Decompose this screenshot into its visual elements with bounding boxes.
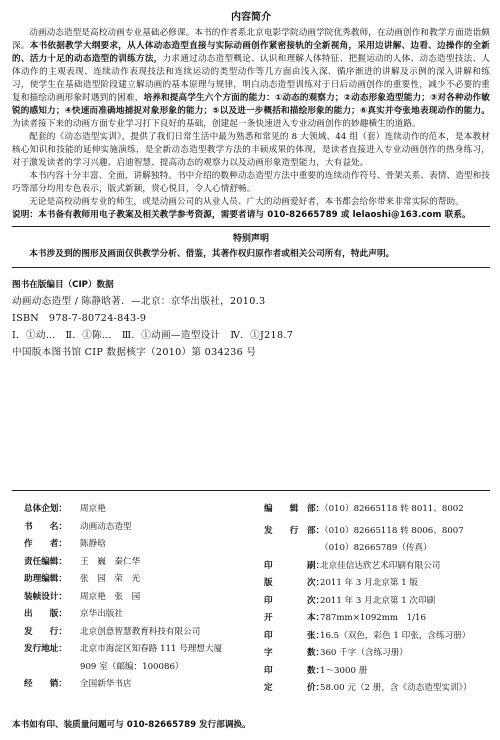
pub-label: 助理编辑： <box>24 574 67 584</box>
pub-row <box>264 502 494 520</box>
pub-label: 装帧设计： <box>24 591 67 602</box>
pub-value: 58.00 元（2 册，含《动态造型实训》） <box>320 683 472 693</box>
pub-value: 王 巍 秦仁华 <box>80 556 141 567</box>
pub-row <box>264 664 494 682</box>
pub-value: 动画动态造型 <box>80 521 132 532</box>
pub-value: 1～3000 册 <box>320 665 368 676</box>
pub-row <box>24 642 244 660</box>
intro-paragraph-2: 配套的《动态造型实训》，提供了我们日常生活中最为熟悉和常见的 8 大领域、44 组（套）连续动作的范本，是本教材核心知识和技能的延伸实施演练，是全新动态造型教学方法的丰硕成果的体现，是读者直接进入专业动画创作的热身练习，对于激发读者的学习兴趣、启迪智慧、提高动态的观察力以及动画形象造型能力，大有益处。 <box>12 132 490 168</box>
intro-p1-bold-b: 培养和提高学生六个方面的能力：①动态的观察力；②动态形象造型能力；③对各种动作敏锐的感知力；④快速而准确地捕捉对象形象的能力；⑤以及进一步概括和描绘形象的能力；⑥真实并夸张地表现动作的能力。 <box>12 93 490 116</box>
pub-row <box>24 555 244 573</box>
pub-value: 2011 年 3 月北京第 1 次印刷 <box>320 595 436 606</box>
intro-contact-note: 说明：本书备有教师用电子教案及相关教学参考资源，需要者请与 010-82665789 或 lelaoshi@163.com 联系。 <box>12 210 471 220</box>
pub-label: 书 名： <box>24 521 67 532</box>
cip-line-isbn: ISBN 978-7-80724-843-9 <box>12 313 147 324</box>
pub-label: 总体企划： <box>24 504 67 514</box>
pub-value: 16.5（双色，彩色 1 印张，含练习册） <box>320 630 471 641</box>
intro-paragraph-3: 本书内容十分丰富、全面，讲解独特。书中介绍的数种动态造型方法中重要的连续动作符号、骨架关系、表情、造型和技巧等部分均用专色表示，版式新颖，赏心悦目，令人心情舒畅。 <box>12 171 490 194</box>
pub-row <box>24 677 244 695</box>
pub-row <box>264 594 494 612</box>
pub-label: 发 行 部： <box>264 525 325 536</box>
pub-label: 印 数： <box>264 665 325 676</box>
intro-p1-text-a: 动画动态造型是高校动画专业基础必修课。本书的作者系北京电影学院动画学院优秀教师，在动画创作和教学方面造诣颇深。 <box>12 28 490 51</box>
intro-p1-text-c: 为读者接下来的动画方面专业学习打下良好的基础，创建起一条快速进入专业动画创作的妙趣横生的道路。 <box>12 119 421 129</box>
cip-line-record: 中国版本图书馆 CIP 数据核字（2010）第 034236 号 <box>12 347 257 358</box>
pub-label: 开 本： <box>264 613 325 623</box>
intro-paragraph-1 <box>12 27 490 131</box>
intro-p1-bold-a: 本书依据教学大纲要求，从人体动态造型直接与实际动画创作紧密接轨的全新视角，采用边讲解、边看、边操作的全新的、活力十足的动态造型的训练方法， <box>12 41 491 64</box>
pub-value: 陈静晗 <box>80 539 106 549</box>
pub-label: 作 者： <box>24 539 67 549</box>
intro-paragraph-4: 无论是高校动画专业的师生，或是动画公司的从业人员、广大的动画爱好者，本书都会给你带来非常实际的帮助。 <box>29 197 464 207</box>
pub-value: （010）82665118 转 8006、8007 <box>320 525 464 536</box>
pub-row <box>264 646 494 664</box>
pub-value: 909 室（邮编：100086） <box>80 661 184 672</box>
pub-value: 北京佳信达欣艺术印刷有限公司 <box>320 560 441 571</box>
pub-label: 字 数： <box>264 648 325 658</box>
pub-value: （010）82665789（传真） <box>320 543 432 553</box>
cip-line-title: 动画动态造型 / 陈静晗著．—北京：京华出版社，2010.3 <box>12 296 266 307</box>
pub-label: 编 辑 部： <box>264 504 325 514</box>
pub-row <box>24 590 244 608</box>
pub-row <box>264 681 494 699</box>
pub-label: 责任编辑： <box>24 556 67 567</box>
pub-row <box>264 541 494 559</box>
pub-value: 京华出版社 <box>80 609 123 619</box>
publication-left-column <box>24 502 244 695</box>
pub-row <box>24 607 244 625</box>
pub-label: 出 版： <box>24 609 67 619</box>
pub-row <box>24 625 244 643</box>
pub-value: 周京艳 张 园 <box>80 591 141 602</box>
divider-top <box>12 226 490 227</box>
pub-row <box>24 520 244 538</box>
notice-text: 本书涉及到的图形及画面仅供教学分析、借鉴，其著作权归原作者或相关公司所有，特此声明。 <box>29 249 395 259</box>
pub-row <box>264 629 494 647</box>
pub-label: 经 销： <box>24 679 67 689</box>
pub-row <box>24 537 244 555</box>
pub-row <box>24 572 244 590</box>
footer-note: 本书如有印、装质量问题可与 010-82665789 发行部调换。 <box>12 720 251 730</box>
divider-middle <box>12 267 490 268</box>
pub-value: 周京艳 <box>80 504 106 514</box>
publication-right-column <box>264 502 494 699</box>
pub-value: 张 园 荣 光 <box>80 574 141 584</box>
intro-p1-text-b: 力求通过动态造型概论、认识和理解人体特征、把握运动的人体、动态造型技法、人体动作的主观表现、连续动作表现技法和连续运动的类型动作等几方面由浅入深、循序渐进的讲解及示例的深入讲解和练习，使学生在基础造型阶段建立解动画的基本原理与规律，明白动态造型训练对于日后动画创作的重要性，减少不必要的重复和描绘动画形象时遇到的困难， <box>12 54 490 103</box>
pub-value: 2011 年 3 月北京第 1 版 <box>320 578 419 588</box>
pub-label: 印 张： <box>264 630 325 641</box>
pub-row <box>264 576 494 594</box>
pub-value: 北京创意智慧教育科技有限公司 <box>80 626 201 637</box>
cip-block <box>12 278 490 361</box>
pub-label: 发行地址： <box>24 644 67 654</box>
pub-value: （010）82665118 转 8011、8002 <box>320 504 464 514</box>
pub-row <box>264 559 494 577</box>
pub-row <box>24 502 244 520</box>
cip-line-classification: Ⅰ．①动… Ⅱ．①陈… Ⅲ．①动画—造型设计 Ⅳ．①J218.7 <box>12 330 294 341</box>
pub-label: 印 刷： <box>264 560 325 571</box>
pub-row <box>264 611 494 629</box>
pub-label: 定 价： <box>264 683 325 693</box>
pub-label: 版 次： <box>264 578 325 588</box>
pub-value: 360 千字（含练习册） <box>320 648 408 658</box>
pub-value: 787mm×1092mm 1/16 <box>320 613 426 623</box>
pub-label: 印 次： <box>264 595 325 606</box>
divider-bottom <box>12 490 490 491</box>
pub-row <box>24 660 244 678</box>
pub-value: 全国新华书店 <box>80 679 132 689</box>
pub-row <box>264 524 494 542</box>
intro-title: 内容简介 <box>231 12 271 23</box>
cip-header: 图书在版编目（CIP）数据 <box>12 280 114 290</box>
notice-title: 特别声明 <box>232 234 269 244</box>
pub-value: 北京市海淀区知春路 111 号理想大厦 <box>80 644 223 654</box>
pub-label: 发 行： <box>24 626 67 637</box>
